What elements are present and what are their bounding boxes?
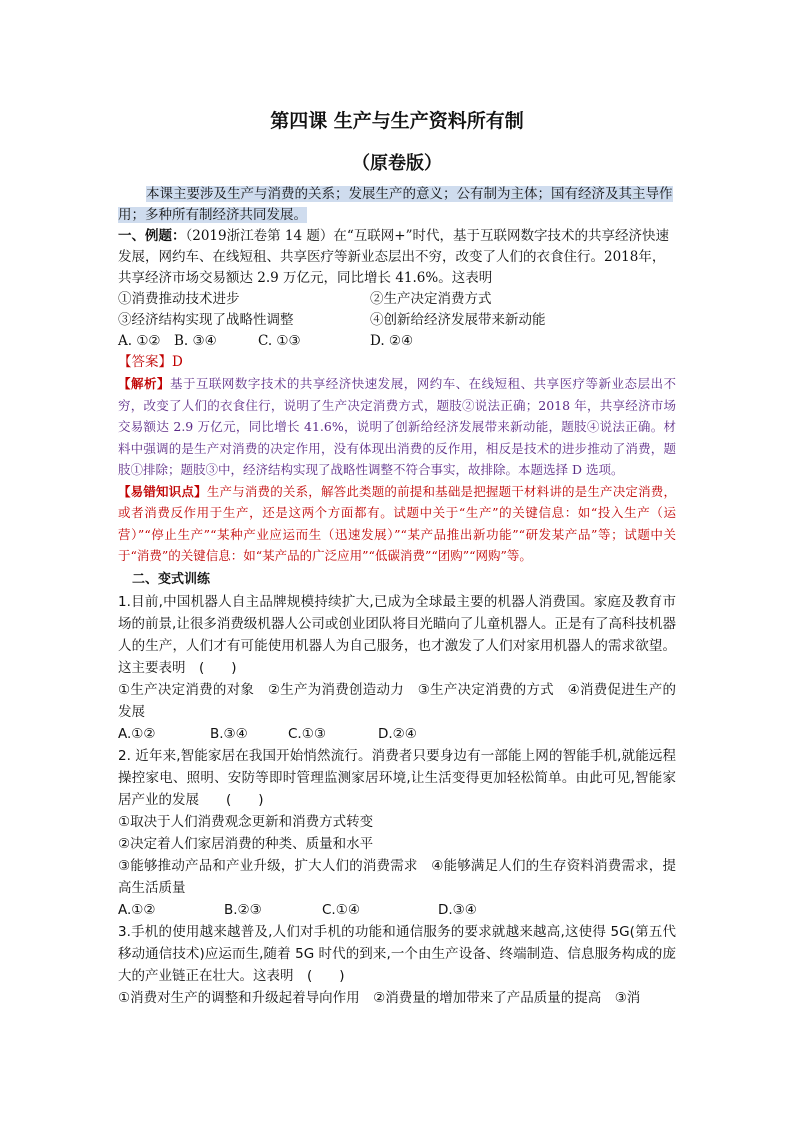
- example-item: ①消费推动技术进步: [118, 291, 240, 307]
- option-c: C.①④: [322, 901, 360, 918]
- analysis-label: 【解析】: [118, 376, 170, 391]
- option-b: B. ③④: [174, 333, 217, 349]
- option-c: C. ①③: [258, 333, 301, 349]
- question-2-item: ②决定着人们家居消费的种类、质量和水平: [118, 835, 374, 852]
- answer-value: D: [172, 354, 183, 370]
- option-c: C.①③: [288, 725, 326, 742]
- section-heading: 二、变式训练: [132, 571, 211, 587]
- intro-paragraph: [118, 184, 676, 226]
- question-1-options: [118, 723, 676, 745]
- question-3-stem: 3.手机的使用越来越普及,人们对手机的功能和通信服务的要求就越来越高,这使得 5G(第五代移动通信技术)应运而生,随着 5G 时代的到来,一个由生产设备、终端制造、信息服务构成的庞大的产业链正在壮大。这表明 ( ): [118, 923, 676, 984]
- question-1-items: ①生产决定消费的对象 ②生产为消费创造动力 ③生产决定消费的方式 ④消费促进生产的发展: [118, 681, 676, 720]
- intro-highlight: 本课主要涉及生产与消费的关系；发展生产的意义；公有制为主体；国有经济及其主导作用；多种所有制经济共同发展。: [118, 186, 673, 223]
- question-2-options: [118, 899, 676, 921]
- option-b: B.②③: [224, 901, 262, 918]
- example-items-row-2: [118, 310, 676, 331]
- option-a: A.①②: [118, 901, 156, 918]
- page-title: 第四课 生产与生产资料所有制: [270, 110, 524, 132]
- question-2-stem: 2. 近年来,智能家居在我国开始悄然流行。消费者只要身边有一部能上网的智能手机,就能远程操控家电、照明、安防等即时管理监测家居环境,让生活变得更加轻松简单。由此可见,智能家居产业的发展 ( ): [118, 747, 676, 808]
- example-item: ④创新给经济发展带来新动能: [370, 312, 546, 328]
- example-heading: 一、例题：: [118, 228, 186, 244]
- option-d: D. ②④: [370, 333, 414, 349]
- option-a: A.①②: [118, 725, 156, 742]
- option-b: B.③④: [210, 725, 248, 742]
- answer-label: 【答案】: [118, 354, 172, 370]
- example-items-row-1: [118, 289, 676, 310]
- question-3-items: ①消费对生产的调整和升级起着导向作用 ②消费量的增加带来了产品质量的提高 ③消: [118, 989, 641, 1006]
- option-d: D.③④: [438, 901, 477, 918]
- question-2-item: ③能够推动产品和产业升级，扩大人们的消费需求 ④能够满足人们的生存资料消费需求，提高生活质量: [118, 857, 676, 896]
- error-label: 【易错知识点】: [118, 483, 207, 499]
- analysis-paragraph: [118, 373, 676, 481]
- option-a: A. ①②: [118, 333, 161, 349]
- page-subtitle: （原卷版）: [352, 153, 442, 174]
- option-d: D.②④: [378, 725, 417, 742]
- document-page: [118, 96, 676, 1009]
- question-1-stem: 1.目前,中国机器人自主品牌规模持续扩大,已成为全球最主要的机器人消费国。家庭及教育市场的前景,让很多消费级机器人公司或创业团队将目光瞄向了儿童机器人。正是有了高科技机器人的生产，人们才有可能使用机器人为自己服务，也才激发了人们对家用机器人的需求欲望。这主要表明 ( ): [118, 593, 676, 676]
- example-options: [118, 331, 676, 352]
- example-stem-text: （2019浙江卷第 14 题）在“互联网+”时代，基于互联网数字技术的共享经济快速发展，网约车、在线短租、共享医疗等新业态层出不穷，改变了人们的衣食住行。2018年，共享经济市场交易额达 2.9 万亿元，同比增长 41.6%。这表明: [118, 228, 669, 286]
- example-item: ②生产决定消费方式: [370, 291, 492, 307]
- question-2-item: ①取决于人们消费观念更新和消费方式转变: [118, 813, 374, 830]
- error-knowledge-paragraph: [118, 481, 676, 567]
- answer-line: [118, 352, 676, 373]
- error-text: 生产与消费的关系，解答此类题的前提和基础是把握题干材料讲的是生产决定消费，或者消费反作用于生产，还是这两个方面都有。试题中关于“生产”的关键信息：如“投入生产（运营）”“停止生产”“某种产业应运而生（迅速发展）”“某产品推出新功能”“研发某产品”等；试题中关于“消费”的关键信息：如“某产品的广泛应用”“低碳消费”“团购”“网购”等。: [118, 483, 676, 563]
- example-item: ③经济结构实现了战略性调整: [118, 312, 294, 328]
- example-stem: [118, 226, 676, 289]
- analysis-text: 基于互联网数字技术的共享经济快速发展，网约车、在线短租、共享医疗等新业态层出不穷，改变了人们的衣食住行，说明了生产决定消费方式，题肢②说法正确；2018 年，共享经济市场交易额达 2.9 万亿元，同比增长 41.6%，说明了创新给经济发展带来新动能，题肢④说法正确。材料中强调的是生产对消费的决定作用，没有体现出消费的反作用，相反是技术的进步推动了消费，题肢①排除；题肢③中，经济结构实现了战略性调整不符合事实，故排除。本题选择 D 选项。: [118, 376, 676, 477]
